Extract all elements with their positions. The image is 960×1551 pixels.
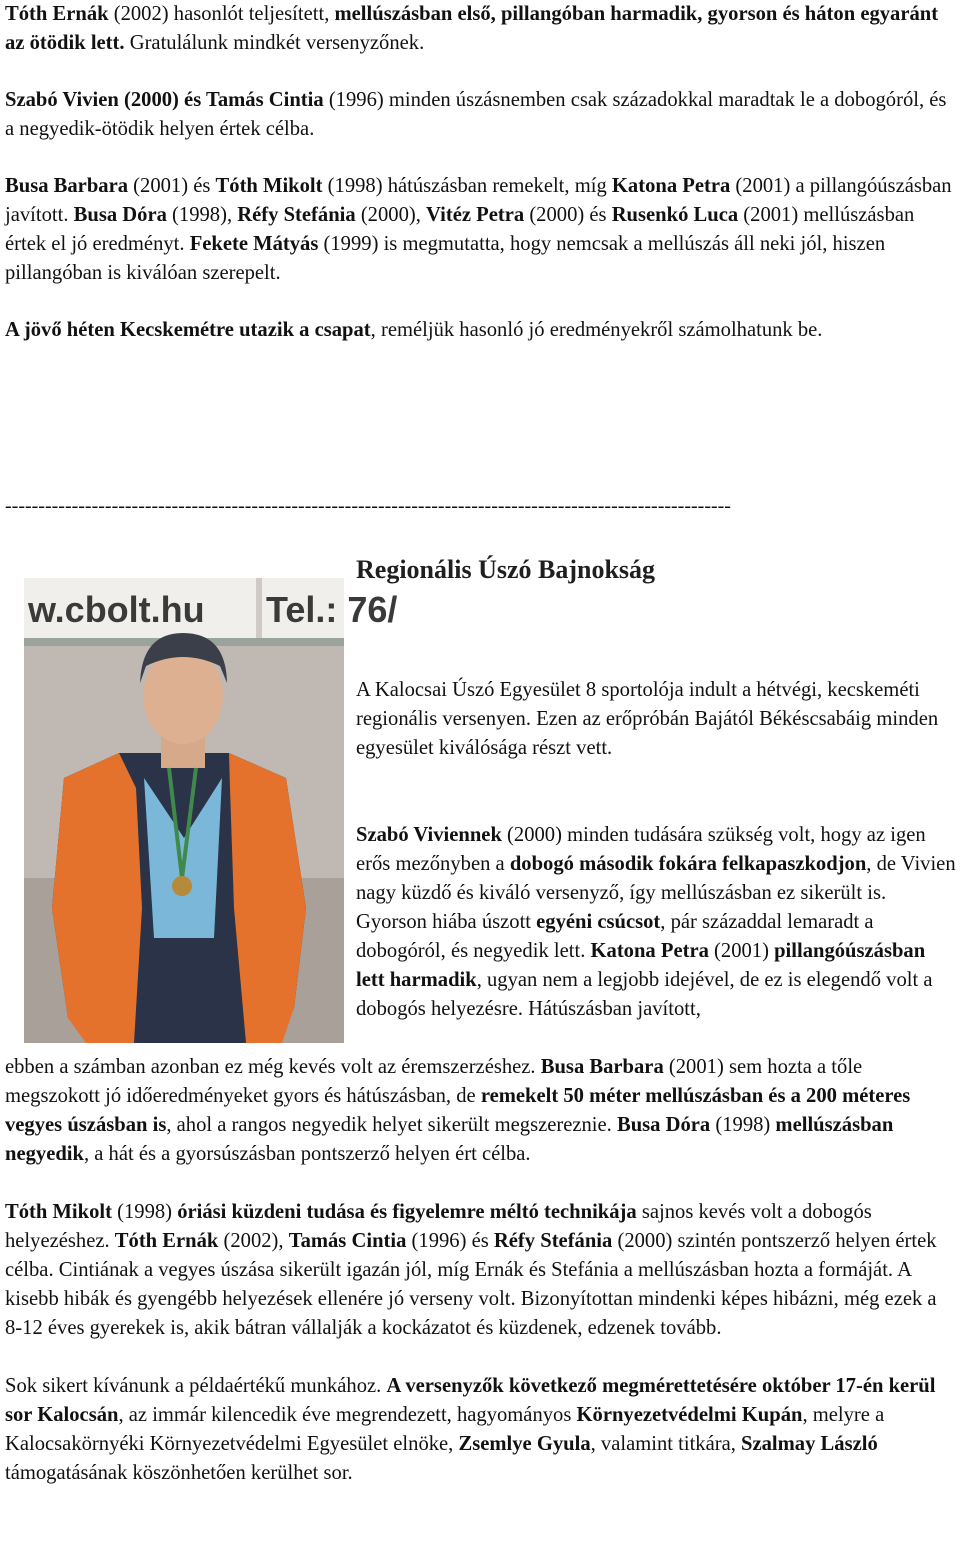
text-run: , pár századdal lemaradt a dobogóról, és negyedik lett. [356,911,874,962]
bold-text-run: Busa Dóra [616,1114,711,1136]
bold-text-run: Rusenkó Luca [611,204,739,226]
text-run: , ugyan nem a legjobb idejével, de ez is elegendő volt a dobogós helyezésre. Hátúszásban javított, [356,969,933,1020]
text-run: (1996) és [406,1230,494,1252]
text-run: (2000) szintén pontszerző helyen értek célba. Cintiának a vegyes úszása sikerült igazán jól, míg Ernák és Stefánia a mellúszásban hozta a formáját. A kisebb hibák és gyengébb helyezések ellenére jó verseny volt. Bizonyítottan mindenki képes hibázni, még ezek a 8-12 éves gyerekek is, akik bátran vállalják a kockázatot és küzdenek, edzenek tovább. [5,1230,937,1339]
bold-text-run: egyéni csúcsot [536,911,661,933]
section-title: Regionális Úszó Bajnokság [356,555,656,584]
bold-text-run: óriási küzdeni tudása és figyelemre méltó technikája [177,1201,637,1223]
bold-text-run: Szalmay László [741,1433,878,1455]
swimmer-photo [24,578,398,1043]
bold-text-run: Környezetvédelmi Kupán [576,1404,803,1426]
text-run: (1998) [710,1114,776,1136]
text-run: (2002), [218,1230,289,1252]
bold-text-run: Vitéz Petra [426,204,525,226]
bold-text-run: Katona Petra [590,940,709,962]
text-run: , melyre a Kalocsakörnyéki Környezetvédelmi Egyesület elnöke, [5,1404,885,1455]
intro-text [356,676,956,763]
text-run: (1998), [166,204,238,226]
bold-text-run: Zsemlye Gyula [458,1433,591,1455]
banner-left: w.cbolt.hu [28,589,205,630]
text-run: (2001) mellúszásban értek el jó eredményt. [5,204,915,255]
text-run: , az immár kilencedik éve megrendezett, hagyományos [118,1404,577,1426]
text-run: Gratulálunk mindkét versenyzőnek. [124,32,425,54]
paragraph-intro [356,676,956,763]
text-run: ebben a számban azonban ez még kevés volt az éremszerzéshez. [5,1056,541,1078]
bold-text-run: remekelt 50 méter mellúszásban és a 200 méteres vegyes úszásban is [5,1085,911,1136]
text-run: , ahol a rangos negyedik helyet sikerült megszereznie. [166,1114,617,1136]
text-run: , a hát és a gyorsúszásban pontszerző helyen ért célba. [83,1143,531,1165]
text-run: (1996) minden úszásnemben csak századokkal maradtak le a dobogóról, és a negyedik-ötödik helyen értek célba. [5,89,947,140]
bold-text-run: Busa Barbara [540,1056,664,1078]
bold-text-run: Tóth Mikolt [215,175,323,197]
bold-text-run: Tóth Ernák [5,3,109,25]
bold-text-run: Tóth Ernák [114,1230,219,1252]
text-run: (1998) hátúszásban remekelt, míg [322,175,612,197]
text-run: támogatásának köszönhetően kerülhet sor. [5,1462,353,1484]
bold-text-run: Fekete Mátyás [189,233,319,255]
bold-text-run: A versenyzők következő megmérettetésére október 17-én kerül sor Kalocsán [5,1375,936,1426]
bold-text-run: Szabó Vivien (2000) és Tamás Cintia [5,89,324,111]
text-run: (2000) és [524,204,612,226]
text-run: (2000) minden tudására szükség volt, hogy az igen erős mezőnyben a [356,824,926,875]
text-run: (2001) [708,940,775,962]
text-run: (1998) [111,1201,178,1223]
bold-text-run: Busa Barbara [5,175,129,197]
bold-text-run: mellúszásban első, pillangóban harmadik, gyorson és háton egyaránt az ötödik lett. [5,3,939,54]
separator-line: ------------------------------------------------------------------------------------------------------------- [5,495,731,517]
bold-text-run: Katona Petra [611,175,731,197]
banner-right: Tel.: 76/ [266,589,398,630]
text-run: (2001) és [128,175,216,197]
paragraph-next-week [5,316,957,345]
continued-text [5,1053,957,1488]
paragraph-busa-barbara [5,172,957,288]
text-run: , de Vivien nagy küzdő és kiváló versenyző, így mellúszásban ez sikerült is. Gyorson hiába úszott [356,853,956,933]
text-run: A Kalocsai Úszó Egyesület 8 sportolója indult a hétvégi, kecskeméti regionális versenyen. Ezen az erőpróbán Bajától Békéscsabáig minden egyesület kiválósága részt vett. [356,679,939,759]
paragraph-toth-mikolt [5,1198,957,1343]
paragraph-szabo-tamas [5,86,957,144]
bold-text-run: Réfy Stefánia [493,1230,613,1252]
bold-text-run: mellúszásban negyedik [5,1114,894,1165]
bold-text-run: A jövő héten Kecskemétre utazik a csapat [5,319,371,341]
text-run: Sok sikert kívánunk a példaértékű munkához. [5,1375,387,1397]
bold-text-run: Szabó Viviennek [356,824,502,846]
text-run: (1999) is megmutatta, hogy nemcsak a mellúszás áll neki jól, hiszen pillangóban is kiválóan szerepelt. [5,233,886,284]
bold-text-run: Réfy Stefánia [237,204,356,226]
text-run: (2002) hasonlót teljesített, [108,3,335,25]
bold-text-run: Tamás Cintia [288,1230,407,1252]
paragraph-continued [5,1053,957,1169]
text-run: (2000), [355,204,427,226]
paragraph-closing [5,1372,957,1488]
text-run: , valamint titkára, [590,1433,742,1455]
paragraph-szabo-vivien [356,821,956,1024]
bold-text-run: pillangóúszásban lett harmadik [356,940,926,991]
text-run: , reméljük hasonló jó eredményekről számolhatunk be. [370,319,823,341]
paragraph-toth-ernak [5,0,957,58]
bold-text-run: Busa Dóra [73,204,167,226]
text-run: (2001) sem hozta a tőle megszokott jó időeredményeket gyors és hátúszásban, de [5,1056,863,1107]
text-run: sajnos kevés volt a dobogós helyezéshez. [5,1201,872,1252]
bold-text-run: Tóth Mikolt [5,1201,112,1223]
side-text [356,821,956,1024]
bold-text-run: dobogó második fokára felkapaszkodjon [509,853,867,875]
text-run: (2001) a pillangóúszásban javított. [5,175,952,226]
top-article [5,0,957,345]
